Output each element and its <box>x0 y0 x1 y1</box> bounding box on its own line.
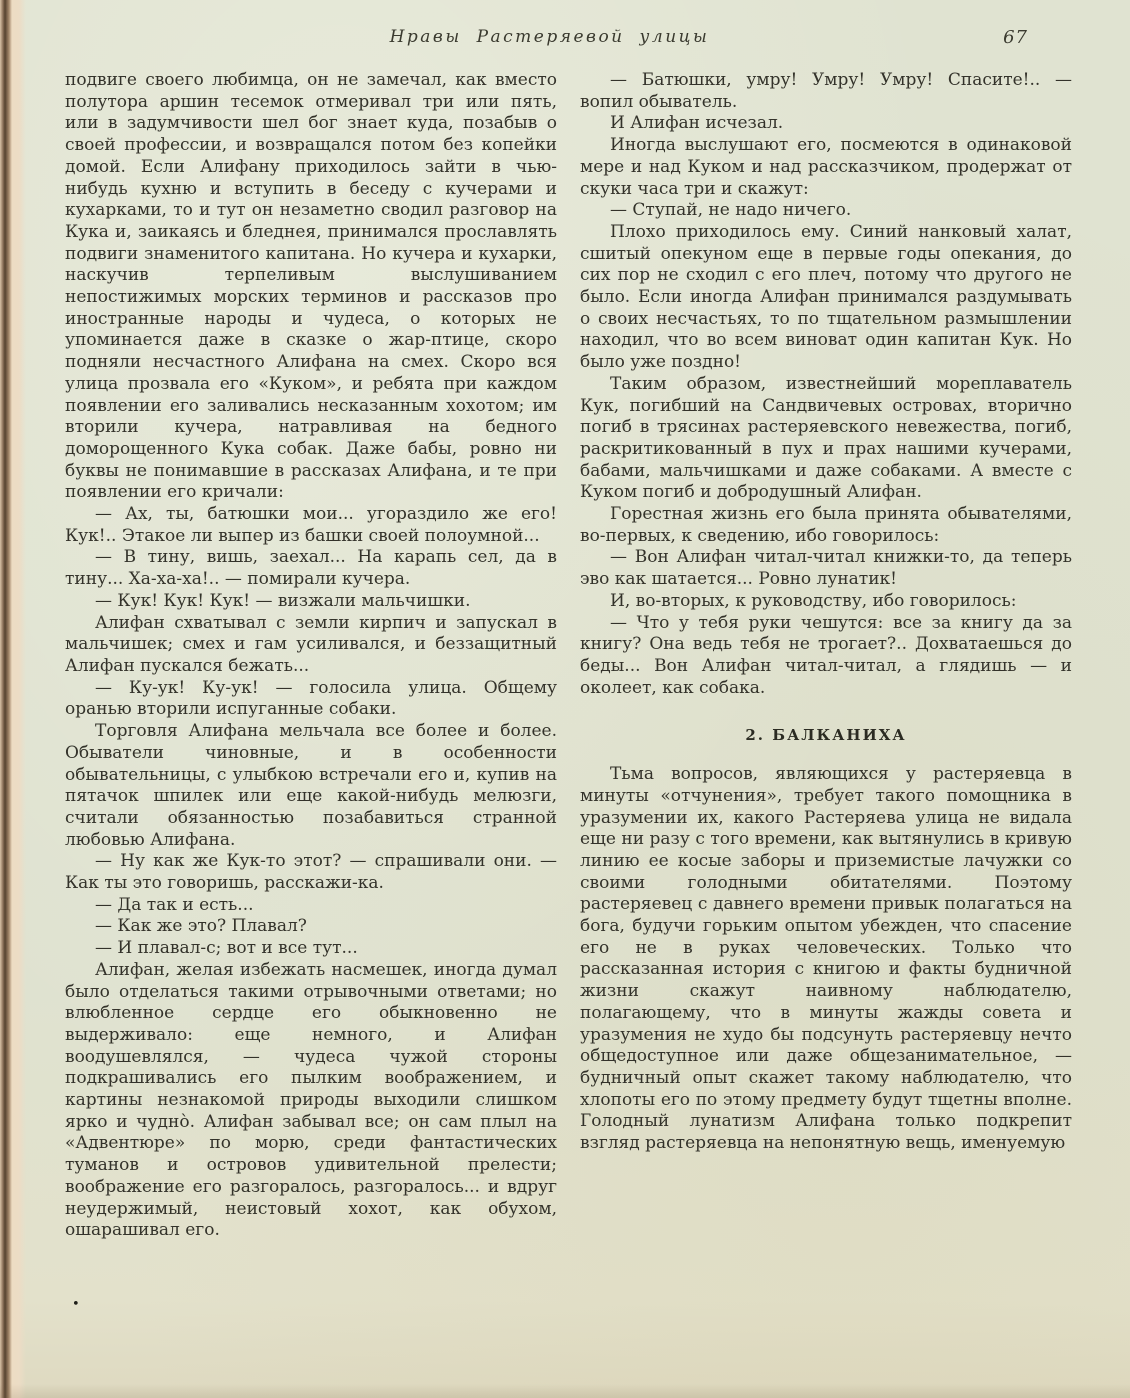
footnote-mark: • <box>72 1297 80 1312</box>
page-number: 67 <box>1003 27 1028 48</box>
page-gutter-edge <box>0 0 26 1398</box>
paragraph: И, во-вторых, к руководству, ибо говорилось: <box>610 590 1017 611</box>
right-column-top-paragraphs <box>580 70 1072 699</box>
paragraph: И Алифан исчезал. <box>610 113 784 134</box>
paragraph: — И плавал-с; вот и все тут... <box>95 938 358 959</box>
paragraph: — Ступай, не надо ничего. <box>610 200 852 221</box>
page-header <box>65 27 1070 57</box>
paragraph: Торговля Алифана мельчала все более и более. Обыватели чиновные, и в особенности обывательницы, с улыбкою встречали его и, купив на пятачок шпилек или еще какой-нибудь мелюзги, считали обязанностью позабавиться странной любовью Алифана. <box>65 721 557 850</box>
paragraph: Алифан схватывал с земли кирпич и запускал в мальчишек; смех и гам усиливался, и беззащитный Алифан пускался бежать... <box>65 612 557 676</box>
paragraph: Горестная жизнь его была принята обывателями, во-первых, к сведению, ибо говорилось: <box>580 504 1072 546</box>
paragraph: Тьма вопросов, являющихся у растеряевца в минуты «отчунения», требует такого помощника в уразумении их, какого Растеряева улица не видала еще ни разу с того времени, как вытянулись в кривую линию ее косые заборы и приземистые лачужки со своими голодными обитателями. Поэтому растеряевец с давнего времени привык полагаться на бога, будучи горьким опытом убежден, что спасение его не в руках человеческих. Только что рассказанная история с книгою и факты будничной жизни скажут наивному наблюдателю, полагающему, что в минуты жажды совета и уразумения не худо бы подсунуть растеряевцу нечто общедоступное или даже общезанимательное, — будничный опыт скажет такому наблюдателю, что хлопоты его по этому предмету будут тщетны вполне. Голодный лунатизм Алифана только подкрепит взгляд растеряевца на непонятную вещь, именуемую <box>580 764 1072 1154</box>
paragraph: Таким образом, известнейший мореплаватель Кук, погибший на Сандвичевых островах, вторично погиб в трясинах растеряевского невежества, погиб, раскритикованный в пух и прах нашими кучерами, бабами, мальчишками и даже собаками. А вместе с Куком погиб и добродушный Алифан. <box>580 373 1072 503</box>
right-column-bottom-paragraphs <box>580 764 1072 1155</box>
paragraph: — Ах, ты, батюшки мои... угораздило же его! Кук!.. Этакое ли выпер из башки своей полоумной... <box>65 504 557 546</box>
running-title: Нравы Растеряевой улицы <box>389 27 710 47</box>
paragraph: — Как же это? Плавал? <box>95 916 307 937</box>
paragraph: Алифан, желая избежать насмешек, иногда думал было отделаться такими отрывочными ответами; но влюбленное сердце его обыкновенно не выдерживало: еще немного, и Алифан воодушевлялся, — чудеса чужой стороны подкрашивались его пылким воображением, и картины незнакомой природы выходили слишком ярко и чудно̀. Алифан забывал все; он сам плыл на «Адвентюре» по морю, среди фантастических туманов и островов удивительной прелести; воображение его разгоралось, разгоралось... и вдруг неудержимый, неистовый хохот, как обухом, ошарашивал его. <box>65 959 557 1241</box>
paragraph: Плохо приходилось ему. Синий нанковый халат, сшитый опекуном еще в первые годы опекания, до сих пор не сходил с его плеч, потому что другого не было. Если иногда Алифан принимался раздумывать о своих несчастьях, то по тщательном размышлении находил, что во всем виноват один капитан Кук. Но было уже поздно! <box>580 221 1072 373</box>
paragraph: — Кук! Кук! Кук! — визжали мальчишки. <box>95 590 471 611</box>
text-column-left <box>65 70 557 1242</box>
paragraph: — Ку-ук! Ку-ук! — голосила улица. Общему оранью вторили испуганные собаки. <box>65 677 557 720</box>
paragraph: — Ну как же Кук-то этот? — спрашивали они. — Как ты это говоришь, расскажи-ка. <box>65 851 557 894</box>
paragraph: подвиге своего любимца, он не замечал, как вместо полутора аршин тесемок отмеривал три или пять, или в задумчивости шел бог знает куда, позабыв о своей профессии, и возвращался потом без копейки домой. Если Алифану приходилось зайти в чью-нибудь кухню и вступить в беседу с кучерами и кухарками, то и тут он незаметно сводил разговор на Кука и, заикаясь и бледнея, принимался прославлять подвиги знаменитого капитана. Но кучера и кухарки, наскучив терпеливым выслушиванием непостижимых морских терминов и рассказов про иностранные народы и чудеса, о которых не упоминается даже в сказке о жар-птице, скоро подняли несчастного Алифана на смех. Скоро вся улица прозвала его «Куком», и ребята при каждом появлении его заливались несказанным хохотом; им вторили кучера, натравливая на бедного доморощенного Кука собак. Даже бабы, ровно ни буквы не понимавшие в рассказах Алифана, и те при появлении его кричали: <box>65 70 557 503</box>
paragraph: — Вон Алифан читал-читал книжки-то, да теперь эво как шатается... Ровно лунатик! <box>580 547 1072 590</box>
paragraph: — Да так и есть... <box>95 894 254 915</box>
paragraph: Иногда выслушают его, посмеются в одинаковой мере и над Куком и над рассказчиком, продержат от скуки часа три и скажут: <box>580 135 1072 199</box>
paragraph: — Батюшки, умру! Умру! Умру! Спасите!.. — вопил обыватель. <box>580 70 1072 112</box>
paragraph: — Что у тебя руки чешутся: все за книгу да за книгу? Она ведь тебя не трогает?.. Дохватаешься до беды... Вон Алифан читал-читал, а глядишь — и околеет, как собака. <box>580 612 1072 698</box>
section-heading: 2. БАЛКАНИХА <box>745 726 907 745</box>
text-column-right <box>580 70 1072 1155</box>
scan-bottom-shadow <box>0 1384 1130 1398</box>
paragraph: — В тину, вишь, заехал... На карапь сел, да в тину... Ха-ха-ха!.. — помирали кучера. <box>65 547 557 590</box>
